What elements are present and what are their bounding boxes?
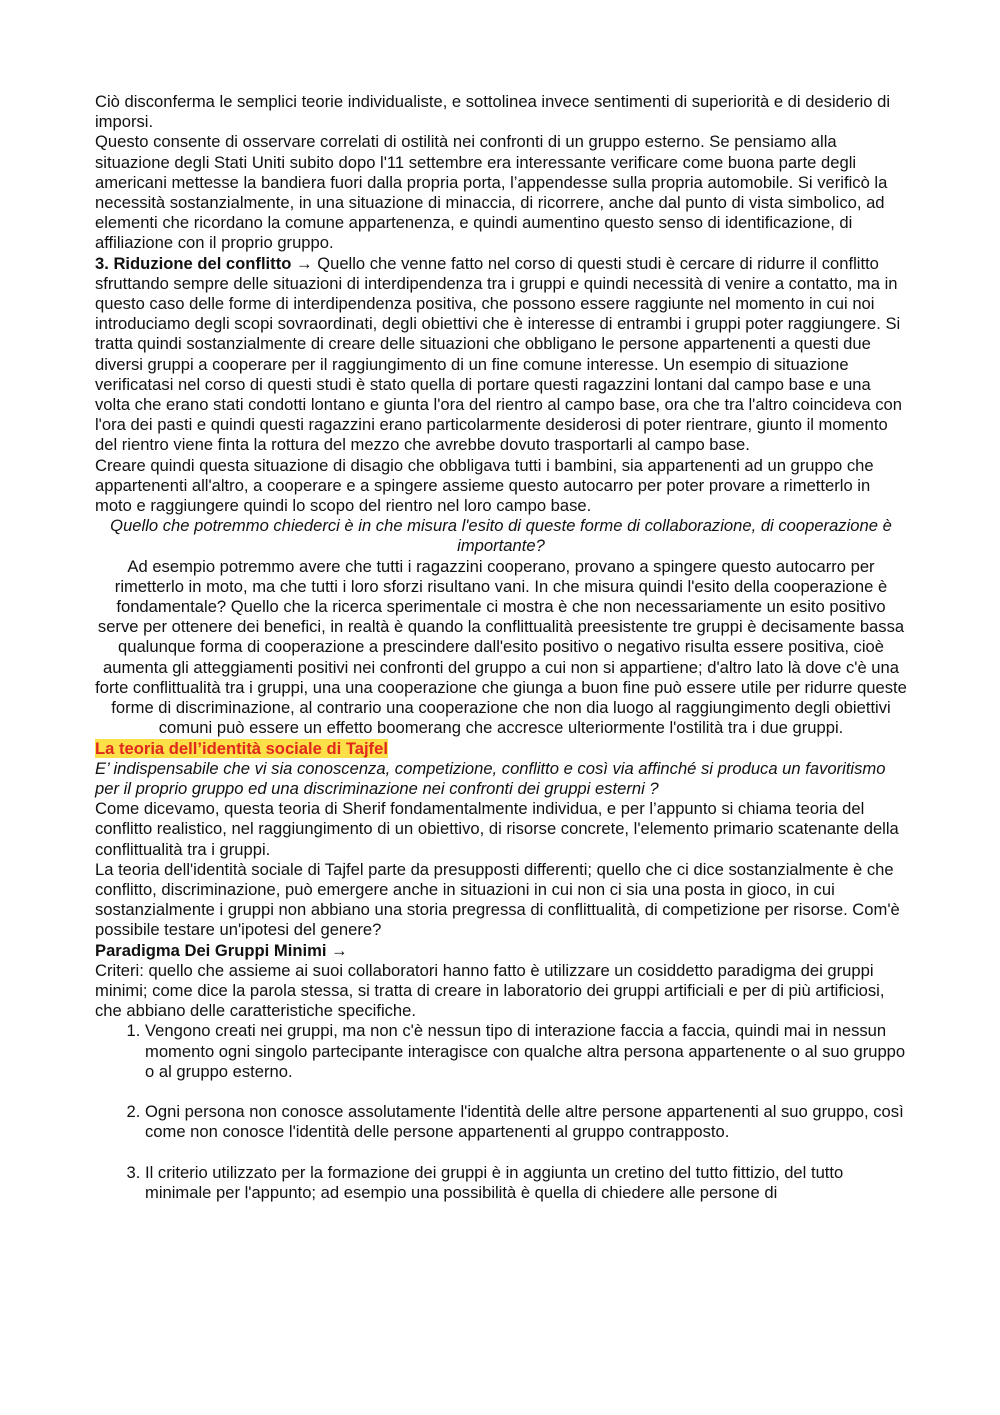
- list-item: 2. Ogni persona non conosce assolutamente l'identità delle altre persone appartenenti al suo gruppo, così come non conosce l'identità delle persone appartenenti al gruppo contrapposto.: [145, 1102, 907, 1142]
- list-item: 1. Vengono creati nei gruppi, ma non c'è nessun tipo di interazione faccia a faccia, quindi mai in nessun momento ogni singolo partecipante interagisce con qualche altra persona appartenente o al suo gruppo o al gruppo esterno.: [145, 1021, 907, 1082]
- arrow-icon: →: [291, 253, 318, 273]
- section-riduzione-conflitto: [95, 254, 907, 456]
- list-item: 3. Il criterio utilizzato per la formazione dei gruppi è in aggiunta un cretino del tutto fittizio, del tutto minimale per l'appunto; ad esempio una possibilità è quella di chiedere alle persone di: [145, 1163, 907, 1203]
- paragraph-sherif: Come dicevamo, questa teoria di Sherif fondamentalmente individua, e per l’appunto si chiama teoria del conflitto realistico, nel raggiungimento di un obiettivo, di risorse concrete, l'elemento primario scatenante della conflittualità tra i gruppi.: [95, 799, 899, 859]
- heading-tajfel: La teoria dell’identità sociale di Tajfel: [95, 738, 388, 758]
- document-page: [95, 92, 907, 1223]
- paragraph-tajfel: La teoria dell'identità sociale di Tajfel parte da presupposti differenti; quello che ci dice sostanzialmente è che conflitto, discriminazione, può emergere anche in situazioni in cui non ci sia una posta in gioco, in cui sostanzialmente i gruppi non abbiano una storia pregressa di conflittualità, di competizione per risorse. Com'è possibile testare un'ipotesi del genere?: [95, 859, 900, 940]
- section-text: Quello che venne fatto nel corso di questi studi è cercare di ridurre il conflitto sfruttando sempre delle situazioni di interdipendenza tra i gruppi e quindi necessità di venire a contatto, ma in questo caso delle forme di interdipendenza positiva, che possono essere raggiunte nel momento in cui noi introduciamo degli scopi sovraordinati, degli obiettivi che è interesse di entrambi i gruppi poter raggiungere. Si tratta quindi sostanzialmente di creare delle situazioni che obbligano le persone appartenenti a questi due diversi gruppi a cooperare per il raggiungimento di un fine comune interesse. Un esempio di situazione verificatasi nel corso di questi studi è stato quella di portare questi ragazzini lontani dal campo base e una volta che erano stati condotti lontano e giunta l'ora del rientro al campo base, ora che tra l'altro coincideva con l'ora dei pasti e quindi questi ragazzini erano particolarmente desiderosi di poter rientrare, giunto il momento del rientro viene finta la rottura del mezzo che avrebbe dovuto trasportarli al campo base.: [95, 253, 903, 455]
- paragraph-criteri: Criteri: quello che assieme ai suoi collaboratori hanno fatto è utilizzare un cosiddetto paradigma dei gruppi minimi; come dice la parola stessa, si tratta di creare in laboratorio dei gruppi artificiali e per di più artificiosi, che abbiano delle caratteristiche specifiche.: [95, 960, 885, 1021]
- paragraph-ostilita: Questo consente di osservare correlati di ostilità nei confronti di un gruppo esterno. Se pensiamo alla situazione degli Stati Uniti subito dopo l'11 settembre era interessante verificare come buona parte degli americani mettesse la bandiera fuori dalla propria porta, l’appendesse sulla propria automobile. Si verificò la necessità sostanzialmente, in una situazione di minaccia, di ricorrere, anche dal punto di vista simbolico, ad elementi che ricordano la comune appartenenza, e quindi aumentino questo senso di identificazione, di affiliazione con il proprio gruppo.: [95, 132, 888, 253]
- criteria-list: [95, 1021, 907, 1203]
- section-title: 3. Riduzione del conflitto: [95, 253, 292, 273]
- heading-tajfel-wrap: [95, 739, 907, 759]
- paragraph-disagio: Creare quindi questa situazione di disagio che obbligava tutti i bambini, sia appartenenti ad un gruppo che appartenenti all'altro, a cooperare e a spingere assieme questo autocarro per poter provare a rimetterlo in moto e raggiungere quindi lo scopo del rientro nel loro campo base.: [95, 455, 874, 516]
- paragraph-esito-cooperazione: Ad esempio potremmo avere che tutti i ragazzini cooperano, provano a spingere questo autocarro per rimetterlo in moto, ma che tutti i loro sforzi risultano vani. In che misura quindi l'esito della cooperazione è fondamentale? Quello che la ricerca sperimentale ci mostra è che non necessariamente un esito positivo serve per ottenere dei benefici, in realtà è quando la conflittualità preesistente tre gruppi è decisamente bassa qualunque forma di cooperazione a prescindere dall'esito positivo o negativo risulta essere positiva, cioè aumenta gli atteggiamenti positivi nei confronti del gruppo a cui non si appartiene; d'altro lato là dove c'è una forte conflittualità tra i gruppi, una una cooperazione che giunga a buon fine può essere utile per ridurre queste forme di discriminazione, al contrario una cooperazione che non dia luogo al raggiungimento degli obiettivi comuni può essere un effetto boomerang che accresce ulteriormente l'ostilità tra i due gruppi.: [95, 556, 907, 738]
- question-cooperazione: Quello che potremmo chiederci è in che misura l'esito di queste forme di collaborazione, di cooperazione è importante?: [110, 516, 892, 556]
- paragraph-disconferma: Ciò disconferma le semplici teorie individualiste, e sottolinea invece sentimenti di superiorità e di desiderio di imporsi.: [95, 92, 891, 132]
- heading-paradigma: Paradigma Dei Gruppi Minimi →: [95, 940, 348, 960]
- question-favoritismo: E’ indispensabile che vi sia conoscenza, competizione, conflitto e così via affinché si produca un favoritismo per il proprio gruppo ed una discriminazione nei confronti dei gruppi esterni ?: [95, 758, 886, 798]
